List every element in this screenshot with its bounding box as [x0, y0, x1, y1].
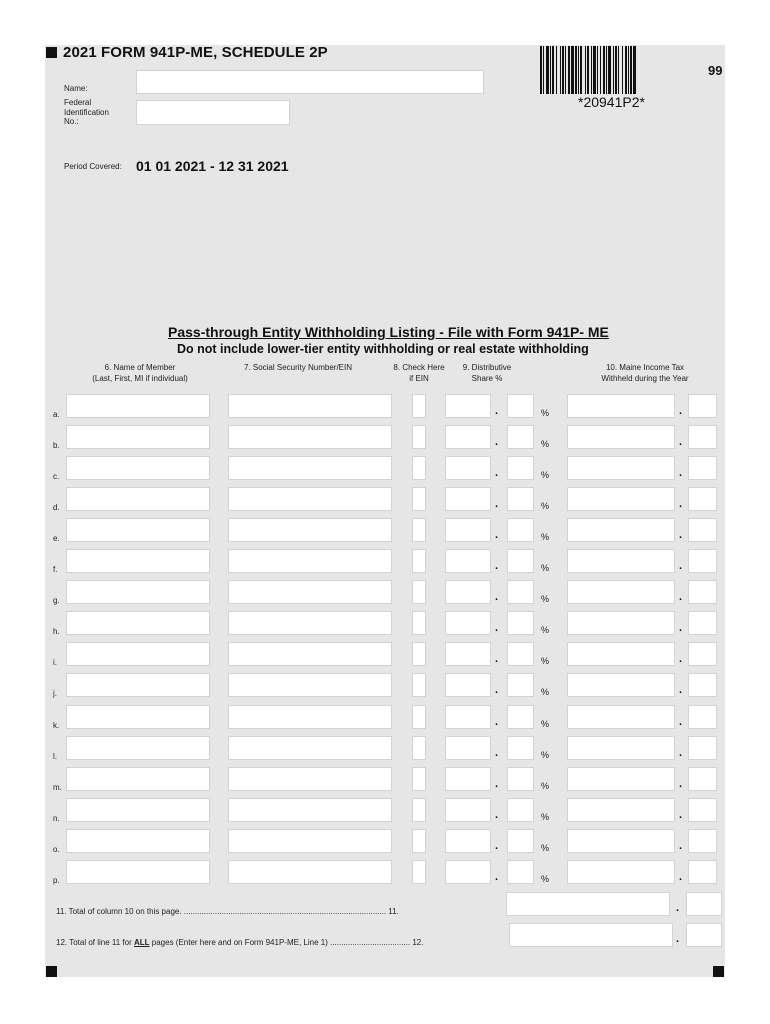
percent-sign: %	[541, 843, 550, 853]
share-decimal-point: .	[495, 653, 499, 665]
ssn-ein-field[interactable]	[228, 518, 392, 542]
tax-decimal-point: .	[679, 684, 683, 696]
member-name-field[interactable]	[66, 580, 210, 604]
row-label: f.	[53, 565, 58, 574]
ssn-ein-field[interactable]	[228, 860, 392, 884]
col-header-name: 6. Name of Member (Last, First, MI if individual)	[92, 363, 188, 383]
tax-dollars-field[interactable]	[567, 767, 675, 791]
share-decimal-point: .	[495, 529, 499, 541]
percent-sign: %	[541, 408, 550, 418]
period-label: Period Covered:	[64, 162, 122, 171]
share-decimal-field[interactable]	[507, 487, 534, 511]
tax-decimal-point: .	[679, 436, 683, 448]
col-header-withheld: 10. Maine Income Tax Withheld during the Year	[601, 363, 689, 383]
ssn-ein-field[interactable]	[228, 394, 392, 418]
share-decimal-point: .	[495, 871, 499, 883]
ssn-ein-field[interactable]	[228, 705, 392, 729]
barcode-image	[540, 46, 688, 94]
tax-dollars-field[interactable]	[567, 549, 675, 573]
form-title: 2021 FORM 941P-ME, SCHEDULE 2P	[63, 44, 328, 61]
percent-sign: %	[541, 439, 550, 449]
share-decimal-field[interactable]	[507, 673, 534, 697]
line-12-label: 12. Total of line 11 for ALL pages (Enter here and on Form 941P-ME, Line 1) .................................... 12.	[56, 938, 424, 947]
ein-checkbox[interactable]	[412, 611, 426, 635]
ein-checkbox[interactable]	[412, 518, 426, 542]
tax-decimal-point: .	[679, 498, 683, 510]
row-label: m.	[53, 783, 62, 792]
tax-decimal-point: .	[679, 778, 683, 790]
ssn-ein-field[interactable]	[228, 673, 392, 697]
percent-sign: %	[541, 501, 550, 511]
ein-checkbox[interactable]	[412, 767, 426, 791]
listing-subheading: Do not include lower-tier entity withholding or real estate withholding	[177, 342, 589, 356]
ssn-ein-field[interactable]	[228, 798, 392, 822]
row-label: n.	[53, 814, 60, 823]
tax-dollars-field[interactable]	[567, 580, 675, 604]
row-label: g.	[53, 596, 60, 605]
share-decimal-point: .	[495, 778, 499, 790]
tax-dollars-field[interactable]	[567, 705, 675, 729]
share-decimal-point: .	[495, 591, 499, 603]
tax-decimal-point: .	[679, 467, 683, 479]
ein-checkbox[interactable]	[412, 673, 426, 697]
share-decimal-point: .	[495, 747, 499, 759]
tax-cents-field[interactable]	[688, 829, 717, 853]
tax-cents-field[interactable]	[688, 767, 717, 791]
member-name-field[interactable]	[66, 829, 210, 853]
percent-sign: %	[541, 625, 550, 635]
percent-sign: %	[541, 470, 550, 480]
line-12-dollars-field[interactable]	[509, 923, 673, 947]
share-decimal-field[interactable]	[507, 394, 534, 418]
ssn-ein-field[interactable]	[228, 642, 392, 666]
percent-sign: %	[541, 750, 550, 760]
tax-cents-field[interactable]	[688, 798, 717, 822]
tax-decimal-point: .	[679, 622, 683, 634]
ein-checkbox[interactable]	[412, 860, 426, 884]
member-name-field[interactable]	[66, 642, 210, 666]
tax-dollars-field[interactable]	[567, 736, 675, 760]
tax-cents-field[interactable]	[688, 487, 717, 511]
tax-dollars-field[interactable]	[567, 611, 675, 635]
tax-cents-field[interactable]	[688, 705, 717, 729]
line-11-decimal: .	[676, 902, 680, 914]
share-decimal-point: .	[495, 809, 499, 821]
share-decimal-field[interactable]	[507, 518, 534, 542]
ein-checkbox[interactable]	[412, 456, 426, 480]
row-label: k.	[53, 721, 60, 730]
percent-sign: %	[541, 719, 550, 729]
percent-sign: %	[541, 812, 550, 822]
share-decimal-point: .	[495, 684, 499, 696]
col-header-check: 8. Check Here if EIN	[393, 363, 445, 383]
share-decimal-field[interactable]	[507, 456, 534, 480]
name-label: Name:	[64, 84, 88, 93]
percent-sign: %	[541, 781, 550, 791]
share-decimal-field[interactable]	[507, 580, 534, 604]
ssn-ein-field[interactable]	[228, 829, 392, 853]
ssn-ein-field[interactable]	[228, 611, 392, 635]
percent-sign: %	[541, 874, 550, 884]
line-12-cents-field[interactable]	[686, 923, 722, 947]
registration-mark-top-left	[46, 47, 57, 58]
member-name-field[interactable]	[66, 798, 210, 822]
share-whole-field[interactable]	[445, 549, 491, 573]
share-whole-field[interactable]	[445, 456, 491, 480]
line-11-label: 11. Total of column 10 on this page. ........................................................................................... 11.	[56, 907, 399, 916]
tax-cents-field[interactable]	[688, 611, 717, 635]
share-whole-field[interactable]	[445, 580, 491, 604]
ssn-ein-field[interactable]	[228, 487, 392, 511]
tax-dollars-field[interactable]	[567, 518, 675, 542]
ein-checkbox[interactable]	[412, 549, 426, 573]
share-decimal-point: .	[495, 498, 499, 510]
member-name-field[interactable]	[66, 767, 210, 791]
tax-decimal-point: .	[679, 653, 683, 665]
col-header-ssn: 7. Social Security Number/EIN	[243, 363, 353, 372]
period-value: 01 01 2021 - 12 31 2021	[136, 158, 289, 174]
tax-dollars-field[interactable]	[567, 456, 675, 480]
row-label: o.	[53, 845, 60, 854]
share-decimal-point: .	[495, 436, 499, 448]
tax-cents-field[interactable]	[688, 642, 717, 666]
tax-cents-field[interactable]	[688, 549, 717, 573]
share-decimal-point: .	[495, 560, 499, 572]
member-name-field[interactable]	[66, 425, 210, 449]
ein-checkbox[interactable]	[412, 798, 426, 822]
share-whole-field[interactable]	[445, 394, 491, 418]
line-11-dollars-field[interactable]	[506, 892, 670, 916]
share-decimal-field[interactable]	[507, 736, 534, 760]
tax-decimal-point: .	[679, 809, 683, 821]
tax-decimal-point: .	[679, 840, 683, 852]
ein-checkbox[interactable]	[412, 394, 426, 418]
tax-decimal-point: .	[679, 560, 683, 572]
row-label: h.	[53, 627, 60, 636]
member-name-field[interactable]	[66, 549, 210, 573]
row-label: j.	[53, 689, 57, 698]
share-whole-field[interactable]	[445, 642, 491, 666]
row-label: d.	[53, 503, 60, 512]
share-decimal-point: .	[495, 716, 499, 728]
percent-sign: %	[541, 594, 550, 604]
share-whole-field[interactable]	[445, 705, 491, 729]
fein-field[interactable]	[136, 100, 290, 125]
row-label: c.	[53, 472, 60, 481]
share-decimal-field[interactable]	[507, 425, 534, 449]
ein-checkbox[interactable]	[412, 580, 426, 604]
tax-decimal-point: .	[679, 591, 683, 603]
ein-checkbox[interactable]	[412, 425, 426, 449]
ssn-ein-field[interactable]	[228, 767, 392, 791]
share-decimal-point: .	[495, 405, 499, 417]
row-label: a.	[53, 410, 60, 419]
member-name-field[interactable]	[66, 611, 210, 635]
tax-decimal-point: .	[679, 716, 683, 728]
tax-cents-field[interactable]	[688, 456, 717, 480]
listing-heading: Pass-through Entity Withholding Listing - File with Form 941P- ME	[168, 324, 609, 340]
row-label: l.	[53, 752, 57, 761]
share-whole-field[interactable]	[445, 767, 491, 791]
registration-mark-bottom-left	[46, 966, 57, 977]
share-whole-field[interactable]	[445, 829, 491, 853]
ein-checkbox[interactable]	[412, 829, 426, 853]
registration-mark-bottom-right	[713, 966, 724, 977]
share-decimal-point: .	[495, 467, 499, 479]
fein-label: Federal Identification No.:	[64, 98, 109, 126]
tax-cents-field[interactable]	[688, 518, 717, 542]
ssn-ein-field[interactable]	[228, 425, 392, 449]
member-name-field[interactable]	[66, 705, 210, 729]
ein-checkbox[interactable]	[412, 642, 426, 666]
member-name-field[interactable]	[66, 860, 210, 884]
tax-cents-field[interactable]	[688, 860, 717, 884]
tax-dollars-field[interactable]	[567, 487, 675, 511]
ein-checkbox[interactable]	[412, 487, 426, 511]
member-name-field[interactable]	[66, 487, 210, 511]
percent-sign: %	[541, 687, 550, 697]
tax-dollars-field[interactable]	[567, 394, 675, 418]
tax-decimal-point: .	[679, 871, 683, 883]
share-decimal-field[interactable]	[507, 767, 534, 791]
row-label: b.	[53, 441, 60, 450]
tax-cents-field[interactable]	[688, 394, 717, 418]
barcode-text: *20941P2*	[578, 94, 645, 110]
share-whole-field[interactable]	[445, 860, 491, 884]
line-12-decimal: .	[676, 933, 680, 945]
member-name-field[interactable]	[66, 736, 210, 760]
tax-cents-field[interactable]	[688, 580, 717, 604]
share-decimal-field[interactable]	[507, 705, 534, 729]
share-whole-field[interactable]	[445, 798, 491, 822]
ein-checkbox[interactable]	[412, 736, 426, 760]
share-decimal-point: .	[495, 622, 499, 634]
row-label: p.	[53, 876, 60, 885]
member-name-field[interactable]	[66, 518, 210, 542]
member-name-field[interactable]	[66, 673, 210, 697]
share-whole-field[interactable]	[445, 611, 491, 635]
tax-decimal-point: .	[679, 529, 683, 541]
ssn-ein-field[interactable]	[228, 580, 392, 604]
share-decimal-field[interactable]	[507, 642, 534, 666]
share-decimal-field[interactable]	[507, 798, 534, 822]
page-code: 99	[708, 63, 723, 78]
line-11-cents-field[interactable]	[686, 892, 722, 916]
col-header-share: 9. Distributive Share %	[462, 363, 512, 383]
tax-dollars-field[interactable]	[567, 673, 675, 697]
percent-sign: %	[541, 563, 550, 573]
percent-sign: %	[541, 656, 550, 666]
percent-sign: %	[541, 532, 550, 542]
ssn-ein-field[interactable]	[228, 456, 392, 480]
share-decimal-field[interactable]	[507, 549, 534, 573]
tax-decimal-point: .	[679, 747, 683, 759]
share-whole-field[interactable]	[445, 673, 491, 697]
share-decimal-point: .	[495, 840, 499, 852]
ssn-ein-field[interactable]	[228, 549, 392, 573]
tax-decimal-point: .	[679, 405, 683, 417]
share-whole-field[interactable]	[445, 425, 491, 449]
row-label: e.	[53, 534, 60, 543]
ssn-ein-field[interactable]	[228, 736, 392, 760]
tax-dollars-field[interactable]	[567, 425, 675, 449]
share-decimal-field[interactable]	[507, 829, 534, 853]
member-name-field[interactable]	[66, 456, 210, 480]
tax-cents-field[interactable]	[688, 736, 717, 760]
share-whole-field[interactable]	[445, 487, 491, 511]
tax-cents-field[interactable]	[688, 425, 717, 449]
share-decimal-field[interactable]	[507, 611, 534, 635]
tax-cents-field[interactable]	[688, 673, 717, 697]
tax-dollars-field[interactable]	[567, 829, 675, 853]
row-label: i.	[53, 658, 57, 667]
tax-dollars-field[interactable]	[567, 860, 675, 884]
share-decimal-field[interactable]	[507, 860, 534, 884]
tax-dollars-field[interactable]	[567, 642, 675, 666]
member-name-field[interactable]	[66, 394, 210, 418]
ein-checkbox[interactable]	[412, 705, 426, 729]
tax-dollars-field[interactable]	[567, 798, 675, 822]
name-field[interactable]	[136, 70, 484, 94]
share-whole-field[interactable]	[445, 736, 491, 760]
share-whole-field[interactable]	[445, 518, 491, 542]
